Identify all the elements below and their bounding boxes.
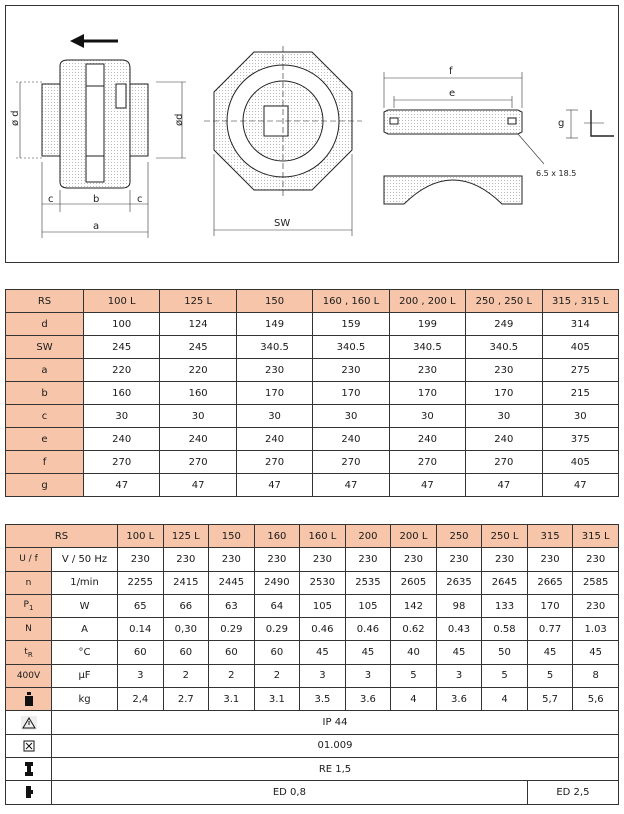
table-cell: 30 — [389, 405, 465, 428]
table-row — [6, 428, 619, 451]
table-cell: 230 — [391, 548, 437, 571]
bracket-top-view — [384, 110, 522, 134]
table-cell: 215 — [542, 382, 618, 405]
table-cell: 47 — [542, 474, 618, 497]
table-cell: 3 — [300, 664, 346, 687]
table-cell: 45 — [300, 641, 346, 664]
table-cell: 230 — [573, 548, 619, 571]
table-cell: 50 — [482, 641, 528, 664]
performance-column-header: 315 L — [573, 525, 619, 548]
table-cell: 0.14 — [118, 618, 164, 641]
table-cell: 45 — [573, 641, 619, 664]
spanning-cell: RE 1,5 — [52, 757, 619, 780]
dim-label-e: e — [449, 88, 456, 99]
table-cell: 60 — [163, 641, 209, 664]
table-cell: 2665 — [527, 571, 573, 594]
table-cell: 5,7 — [527, 688, 573, 711]
table-cell: 0,30 — [163, 618, 209, 641]
table-cell: 275 — [542, 359, 618, 382]
table-cell: 4 — [482, 688, 528, 711]
performance-column-header: 250 L — [482, 525, 528, 548]
row-symbol — [6, 688, 52, 711]
dimensions-column-header: 315 , 315 L — [542, 290, 618, 313]
table-cell: 4 — [391, 688, 437, 711]
table-cell: 30 — [313, 405, 389, 428]
table-cell: 230 — [313, 359, 389, 382]
bracket-front-view — [384, 176, 522, 204]
row-symbol — [6, 711, 52, 734]
table-row — [6, 474, 619, 497]
dim-label-c-right: c — [137, 194, 143, 205]
table-cell: 100 — [84, 313, 160, 336]
row-symbol-subscript: 1 — [28, 603, 34, 612]
table-cell: 47 — [84, 474, 160, 497]
table-row — [6, 382, 619, 405]
table-cell: 2605 — [391, 571, 437, 594]
table-cell: 230 — [236, 359, 312, 382]
table-cell: 220 — [160, 359, 236, 382]
dim-label-a: a — [93, 221, 100, 232]
dimensions-column-header: 160 , 160 L — [313, 290, 389, 313]
table-cell: 270 — [389, 451, 465, 474]
row-symbol-text: P — [23, 600, 29, 611]
table-cell: 340.5 — [389, 336, 465, 359]
table-cell: 2,4 — [118, 688, 164, 711]
table-cell: 47 — [236, 474, 312, 497]
table-cell: 0.29 — [254, 618, 300, 641]
table-cell: 65 — [118, 594, 164, 617]
table-cell: 240 — [236, 428, 312, 451]
table-cell: 2635 — [436, 571, 482, 594]
table-cell: 245 — [84, 336, 160, 359]
table-cell: 105 — [345, 594, 391, 617]
dimensions-table — [5, 289, 619, 497]
table-cell: 270 — [84, 451, 160, 474]
dimensions-column-header: 125 L — [160, 290, 236, 313]
wiring-diagram-icon — [6, 740, 51, 752]
dim-label-sw: SW — [274, 218, 291, 229]
performance-column-header: 250 — [436, 525, 482, 548]
table-cell: 2 — [254, 664, 300, 687]
table-cell: 3.6 — [436, 688, 482, 711]
table-cell: 2645 — [482, 571, 528, 594]
bracket-section-icon — [584, 110, 614, 136]
table-cell: 8 — [573, 664, 619, 687]
table-cell: 199 — [389, 313, 465, 336]
row-symbol-text: t — [24, 646, 28, 657]
table-cell: 240 — [84, 428, 160, 451]
table-cell: 105 — [300, 594, 346, 617]
table-cell: 149 — [236, 313, 312, 336]
table-row — [6, 641, 619, 664]
table-cell: 5 — [391, 664, 437, 687]
table-cell: 240 — [160, 428, 236, 451]
table-cell: 63 — [209, 594, 255, 617]
table-row — [6, 548, 619, 571]
dim-label-g: g — [558, 118, 565, 129]
table-cell: 230 — [466, 359, 542, 382]
side-view — [42, 60, 148, 188]
table-cell: 98 — [436, 594, 482, 617]
table-row — [6, 571, 619, 594]
performance-column-header: 100 L — [118, 525, 164, 548]
dim-label-d-right: ød — [174, 113, 185, 126]
dimensions-header-label: RS — [6, 290, 84, 313]
table-cell: 230 — [436, 548, 482, 571]
table-cell: 230 — [389, 359, 465, 382]
table-cell: 170 — [466, 382, 542, 405]
table-cell: 40 — [391, 641, 437, 664]
table-row — [6, 336, 619, 359]
table-cell: 60 — [118, 641, 164, 664]
table-cell: 160 — [160, 382, 236, 405]
row-label: e — [6, 428, 84, 451]
row-symbol-text: n — [25, 577, 32, 588]
table-cell: 30 — [236, 405, 312, 428]
performance-header-label: RS — [6, 525, 118, 548]
table-cell: 124 — [160, 313, 236, 336]
table-cell: 340.5 — [466, 336, 542, 359]
row-label: c — [6, 405, 84, 428]
row-symbol — [6, 664, 52, 687]
table-cell: 2415 — [163, 571, 209, 594]
table-cell: 170 — [313, 382, 389, 405]
table-cell: 0.58 — [482, 618, 528, 641]
table-cell: 60 — [254, 641, 300, 664]
table-cell: 0.77 — [527, 618, 573, 641]
performance-column-header: 200 — [345, 525, 391, 548]
spanning-cell-right: ED 2,5 — [527, 781, 618, 804]
table-cell: 47 — [389, 474, 465, 497]
table-cell: 249 — [466, 313, 542, 336]
table-cell: 45 — [345, 641, 391, 664]
table-cell: 30 — [84, 405, 160, 428]
table-cell: 245 — [160, 336, 236, 359]
table-cell: 45 — [436, 641, 482, 664]
spanning-cell-left: ED 0,8 — [52, 781, 528, 804]
table-cell: 66 — [163, 594, 209, 617]
table-cell: 340.5 — [313, 336, 389, 359]
table-cell: 270 — [160, 451, 236, 474]
dim-label-c-left: c — [48, 194, 54, 205]
table-cell: 0.62 — [391, 618, 437, 641]
table-cell: 230 — [573, 594, 619, 617]
table-cell: 2585 — [573, 571, 619, 594]
row-symbol-text: 400V — [16, 670, 41, 681]
table-cell: 30 — [466, 405, 542, 428]
dimensions-column-header: 100 L — [84, 290, 160, 313]
row-symbol-text: U / f — [19, 554, 38, 565]
table-cell: 405 — [542, 451, 618, 474]
table-row — [6, 711, 619, 734]
table-cell: 0.46 — [345, 618, 391, 641]
table-cell: 375 — [542, 428, 618, 451]
table-cell: 160 — [84, 382, 160, 405]
table-cell: 5 — [527, 664, 573, 687]
drawing-svg — [6, 6, 620, 264]
table-cell: 2530 — [300, 571, 346, 594]
table-cell: 270 — [236, 451, 312, 474]
table-row — [6, 688, 619, 711]
row-unit: A — [52, 618, 118, 641]
table-cell: 47 — [313, 474, 389, 497]
performance-column-header: 150 — [209, 525, 255, 548]
row-unit: 1/min — [52, 571, 118, 594]
performance-column-header: 200 L — [391, 525, 437, 548]
row-unit: kg — [52, 688, 118, 711]
table-row — [6, 594, 619, 617]
table-cell: 230 — [163, 548, 209, 571]
switch-icon — [6, 785, 51, 799]
dim-label-f: f — [449, 66, 453, 77]
weight-icon — [6, 692, 51, 706]
table-cell: 2.7 — [163, 688, 209, 711]
table-cell: 230 — [254, 548, 300, 571]
table-cell: 60 — [209, 641, 255, 664]
row-symbol — [6, 757, 52, 780]
table-cell: 170 — [236, 382, 312, 405]
row-label: SW — [6, 336, 84, 359]
table-cell: 5 — [482, 664, 528, 687]
table-row — [6, 757, 619, 780]
performance-table — [5, 524, 619, 805]
dim-label-b: b — [93, 194, 100, 205]
table-cell: 159 — [313, 313, 389, 336]
warning-triangle-icon — [6, 716, 51, 730]
table-cell: 3.1 — [209, 688, 255, 711]
table-cell: 230 — [209, 548, 255, 571]
table-cell: 230 — [527, 548, 573, 571]
table-row — [6, 451, 619, 474]
row-unit: µF — [52, 664, 118, 687]
table-cell: 2535 — [345, 571, 391, 594]
table-row — [6, 313, 619, 336]
table-cell: 0.46 — [300, 618, 346, 641]
table-cell: 64 — [254, 594, 300, 617]
performance-header-row — [6, 525, 619, 548]
row-label: d — [6, 313, 84, 336]
dimensions-column-header: 200 , 200 L — [389, 290, 465, 313]
airflow-arrow-icon — [70, 34, 118, 48]
row-symbol — [6, 618, 52, 641]
table-row — [6, 781, 619, 804]
table-cell: 340.5 — [236, 336, 312, 359]
table-cell: 30 — [160, 405, 236, 428]
table-cell: 240 — [313, 428, 389, 451]
table-cell: 270 — [313, 451, 389, 474]
dimensions-column-header: 150 — [236, 290, 312, 313]
table-row — [6, 734, 619, 757]
table-cell: 142 — [391, 594, 437, 617]
front-view — [204, 46, 362, 198]
row-symbol — [6, 594, 52, 617]
table-cell: 2255 — [118, 571, 164, 594]
spanning-cell: IP 44 — [52, 711, 619, 734]
table-cell: 170 — [389, 382, 465, 405]
table-cell: 2 — [209, 664, 255, 687]
row-symbol-text: N — [25, 624, 32, 635]
table-cell: 0.43 — [436, 618, 482, 641]
table-cell: 47 — [160, 474, 236, 497]
technical-drawing — [5, 5, 619, 263]
table-cell: 3.5 — [300, 688, 346, 711]
table-cell: 3.6 — [345, 688, 391, 711]
table-cell: 230 — [482, 548, 528, 571]
table-cell: 0.29 — [209, 618, 255, 641]
row-symbol — [6, 781, 52, 804]
table-cell: 3 — [436, 664, 482, 687]
dimensions-column-header: 250 , 250 L — [466, 290, 542, 313]
table-cell: 230 — [300, 548, 346, 571]
spanning-cell: 01.009 — [52, 734, 619, 757]
table-cell: 47 — [466, 474, 542, 497]
table-cell: 45 — [527, 641, 573, 664]
table-row — [6, 664, 619, 687]
row-symbol — [6, 734, 52, 757]
table-cell: 270 — [466, 451, 542, 474]
performance-column-header: 315 — [527, 525, 573, 548]
row-symbol — [6, 641, 52, 664]
row-label: a — [6, 359, 84, 382]
performance-column-header: 160 — [254, 525, 300, 548]
row-label: f — [6, 451, 84, 474]
row-unit: V / 50 Hz — [52, 548, 118, 571]
table-cell: 2 — [163, 664, 209, 687]
table-row — [6, 618, 619, 641]
controller-icon — [6, 762, 51, 776]
row-label: g — [6, 474, 84, 497]
table-cell: 240 — [389, 428, 465, 451]
table-cell: 2445 — [209, 571, 255, 594]
table-cell: 220 — [84, 359, 160, 382]
table-cell: 3 — [345, 664, 391, 687]
row-unit: °C — [52, 641, 118, 664]
row-symbol — [6, 571, 52, 594]
table-cell: 2490 — [254, 571, 300, 594]
row-unit: W — [52, 594, 118, 617]
table-row — [6, 405, 619, 428]
table-cell: 230 — [118, 548, 164, 571]
performance-column-header: 125 L — [163, 525, 209, 548]
table-cell: 240 — [466, 428, 542, 451]
performance-column-header: 160 L — [300, 525, 346, 548]
table-cell: 5,6 — [573, 688, 619, 711]
dim-label-d-left: ø d — [10, 110, 21, 126]
table-cell: 314 — [542, 313, 618, 336]
table-cell: 30 — [542, 405, 618, 428]
table-cell: 405 — [542, 336, 618, 359]
table-cell: 3 — [118, 664, 164, 687]
row-symbol-subscript: R — [27, 650, 33, 659]
dimensions-header-row — [6, 290, 619, 313]
table-cell: 170 — [527, 594, 573, 617]
table-row — [6, 359, 619, 382]
row-label: b — [6, 382, 84, 405]
dim-label-hole: 6.5 x 18.5 — [536, 169, 577, 178]
row-symbol — [6, 548, 52, 571]
table-cell: 3.1 — [254, 688, 300, 711]
table-cell: 133 — [482, 594, 528, 617]
table-cell: 1.03 — [573, 618, 619, 641]
table-cell: 230 — [345, 548, 391, 571]
